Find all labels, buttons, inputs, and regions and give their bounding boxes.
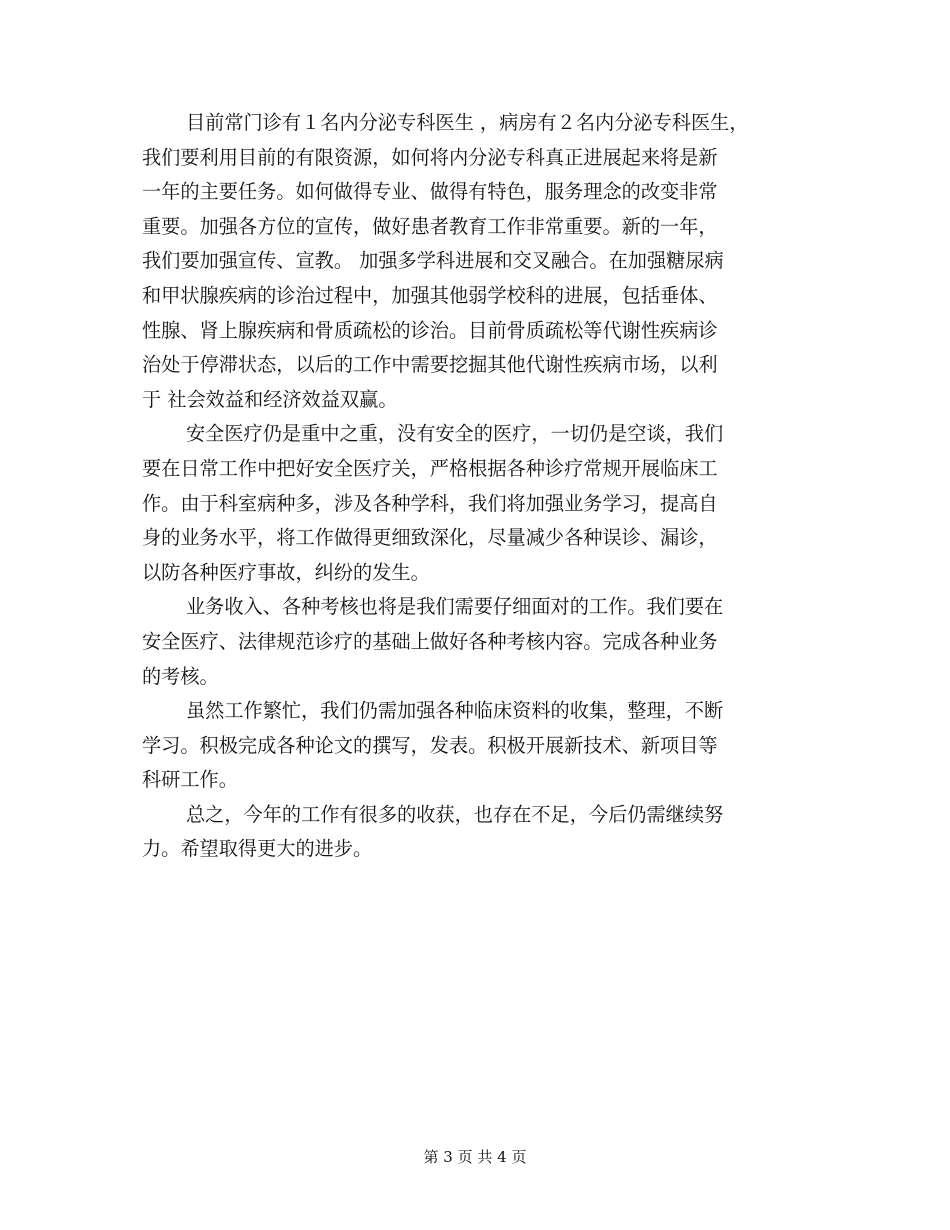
page-number-footer: 第 3 页 共 4 页	[423, 1148, 527, 1166]
paragraph-clinical-research	[142, 694, 808, 798]
text-line: 虽然工作繁忙，我们仍需加强各种临床资料的收集，整理，不断	[186, 699, 724, 723]
text-line: 总之，今年的工作有很多的收获，也存在不足，今后仍需继续努	[186, 802, 724, 826]
text-line: 于 社会效益和经济效益双赢。	[142, 387, 398, 411]
text-line: 治处于停滞状态，以后的工作中需要挖掘其他代谢性疾病市场，以利	[142, 353, 718, 377]
text-line: 力。希望取得更大的进步。	[142, 837, 373, 861]
text-line: 安全医疗、法律规范诊疗的基础上做好各种考核内容。完成各种业务	[142, 629, 718, 653]
paragraph-medical-safety	[142, 417, 808, 590]
paragraph-outpatient-resources	[142, 106, 808, 417]
text-line: 身的业务水平，将工作做得更细致深化，尽量减少各种误诊、漏诊，	[142, 526, 718, 550]
text-line: 性腺、肾上腺疾病和骨质疏松的诊治。目前骨质疏松等代谢性疾病诊	[142, 318, 718, 342]
text-line: 我们要利用目前的有限资源，如何将内分泌专科真正进展起来将是新	[142, 145, 718, 169]
text-line: 的考核。	[142, 664, 219, 688]
text-line: 要在日常工作中把好安全医疗关，严格根据各种诊疗常规开展临床工	[142, 456, 718, 480]
text-line: 和甲状腺疾病的诊治过程中，加强其他弱学校科的进展，包括垂体、	[142, 283, 718, 307]
text-line: 重要。加强各方位的宣传，做好患者教育工作非常重要。新的一年，	[142, 214, 718, 238]
text-line: 安全医疗仍是重中之重，没有安全的医疗，一切仍是空谈，我们	[186, 422, 724, 446]
text-line: 学习。积极完成各种论文的撰写，发表。积极开展新技术、新项目等	[142, 733, 718, 757]
text-line: 作。由于科室病种多，涉及各种学科，我们将加强业务学习，提高自	[142, 491, 718, 515]
paragraph-summary	[142, 798, 808, 867]
text-line: 以防各种医疗事故，纠纷的发生。	[142, 560, 430, 584]
document-body	[142, 106, 808, 867]
text-line: 一年的主要任务。如何做得专业、做得有特色，服务理念的改变非常	[142, 180, 718, 204]
text-line: 业务收入、各种考核也将是我们需要仔细面对的工作。我们要在	[186, 595, 724, 619]
paragraph-business-assessment	[142, 590, 808, 694]
text-line: 科研工作。	[142, 768, 238, 792]
text-line: 目前常门诊有１名内分泌专科医生 ，病房有２名内分泌专科医生，	[186, 111, 749, 134]
text-line: 我们要加强宣传、宣教。 加强多学科进展和交叉融合。在加强糖尿病	[142, 249, 724, 273]
